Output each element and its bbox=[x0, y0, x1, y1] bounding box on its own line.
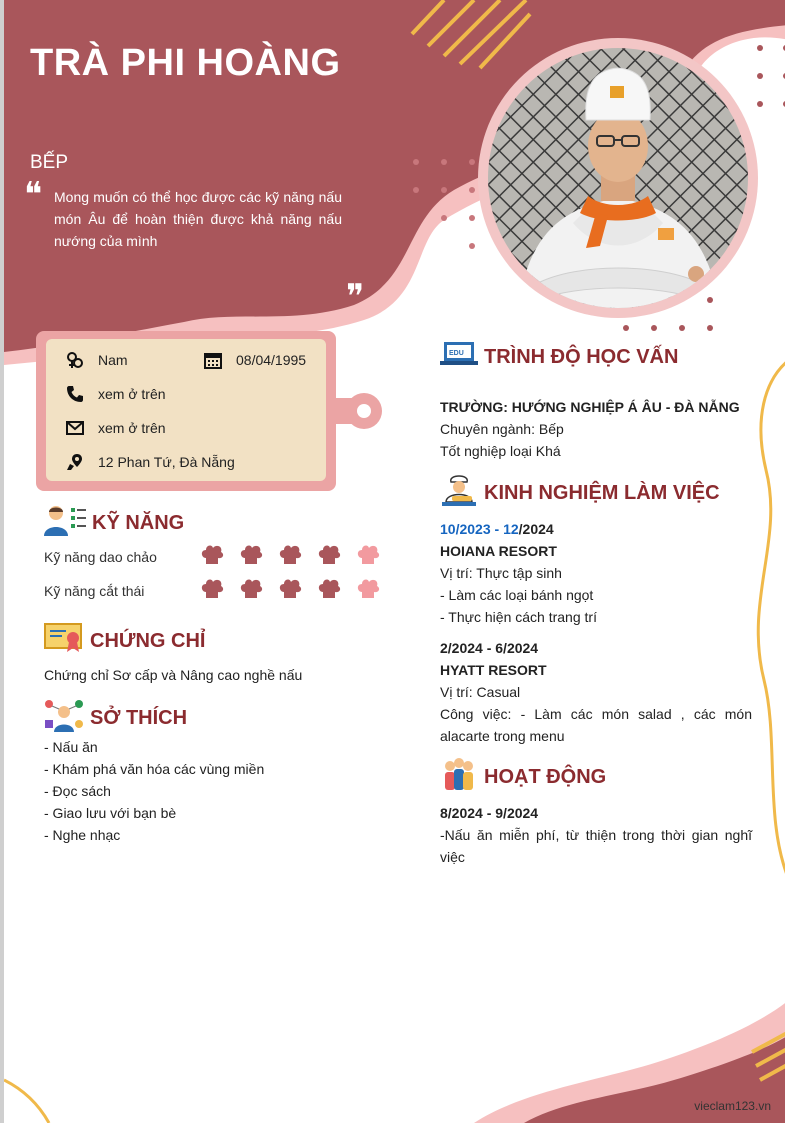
gender-icon bbox=[64, 351, 86, 369]
education-grade: Tốt nghiệp loại Khá bbox=[440, 443, 561, 459]
period-sep: - bbox=[490, 521, 504, 537]
skill-rating bbox=[200, 578, 395, 600]
mail-icon bbox=[64, 419, 86, 437]
hobby-item: - Khám phá văn hóa các vùng miền bbox=[44, 761, 265, 777]
certificates-title: CHỨNG CHỈ bbox=[90, 629, 206, 652]
phone-icon bbox=[64, 385, 86, 403]
job-entry bbox=[440, 518, 752, 628]
rating-dot-empty bbox=[356, 578, 380, 600]
education-icon bbox=[440, 340, 478, 374]
birthday-row bbox=[202, 351, 306, 369]
hobbies-title: SỞ THÍCH bbox=[90, 706, 188, 729]
address-row bbox=[64, 453, 235, 471]
calendar-icon bbox=[202, 351, 224, 369]
svg-text:EDU: EDU bbox=[449, 350, 464, 357]
rating-dot-filled bbox=[200, 578, 224, 600]
activities-title: HOẠT ĐỘNG bbox=[484, 765, 607, 788]
rating-dot-filled bbox=[317, 578, 341, 600]
education-title: TRÌNH ĐỘ HỌC VẤN bbox=[484, 345, 679, 368]
experience-title: KINH NGHIỆM LÀM VIỆC bbox=[484, 481, 720, 504]
hobby-list bbox=[44, 736, 264, 846]
education-block bbox=[440, 396, 752, 462]
period-start: 10/2023 bbox=[440, 521, 491, 537]
phone-value: xem ở trên bbox=[98, 386, 166, 402]
email-value: xem ở trên bbox=[98, 420, 166, 436]
activity-entry bbox=[440, 802, 752, 868]
rating-dot-filled bbox=[239, 578, 263, 600]
activity-icon bbox=[440, 756, 478, 798]
skills-icon bbox=[44, 504, 86, 542]
job-detail: Công việc: - Làm các món salad , các món alacarte trong menu bbox=[440, 706, 752, 744]
job-detail: - Thực hiện cách trang trí bbox=[440, 609, 597, 625]
certificate-icon bbox=[44, 622, 84, 660]
hobby-item: - Đọc sách bbox=[44, 783, 111, 799]
gender-row bbox=[64, 351, 128, 369]
activity-period: 8/2024 - 9/2024 bbox=[440, 805, 539, 821]
job-entry bbox=[440, 637, 752, 747]
avatar bbox=[488, 48, 748, 308]
hobby-item: - Giao lưu với bạn bè bbox=[44, 805, 177, 821]
hobby-item: - Nghe nhạc bbox=[44, 827, 121, 843]
birthday-value: 08/04/1995 bbox=[236, 352, 307, 368]
chef-icon bbox=[440, 472, 478, 514]
candidate-name: TRÀ PHI HOÀNG bbox=[30, 42, 341, 84]
job-period: 2/2024 - 6/2024 bbox=[440, 640, 539, 656]
period-end-year: /2024 bbox=[518, 521, 554, 537]
rating-dot-filled bbox=[278, 578, 302, 600]
email-row bbox=[64, 419, 166, 437]
skill-label: Kỹ năng cắt thái bbox=[44, 583, 145, 599]
gender-value: Nam bbox=[98, 352, 128, 368]
location-icon bbox=[64, 453, 86, 471]
rating-dot-filled bbox=[317, 544, 341, 566]
job-position: Vị trí: Thực tập sinh bbox=[440, 565, 562, 581]
rating-dot-empty bbox=[356, 544, 380, 566]
address-value: 12 Phan Tứ, Đà Nẵng bbox=[98, 454, 235, 470]
rating-dot-filled bbox=[278, 544, 302, 566]
certificates-heading bbox=[44, 622, 205, 660]
company-name: HOIANA RESORT bbox=[440, 543, 557, 559]
experience-heading bbox=[440, 472, 720, 514]
hobbies-heading bbox=[44, 698, 187, 738]
personal-info-panel bbox=[46, 339, 326, 481]
skill-label: Kỹ năng dao chảo bbox=[44, 549, 157, 565]
job-period bbox=[440, 518, 752, 540]
skills-title: KỸ NĂNG bbox=[92, 511, 185, 534]
company-name: HYATT RESORT bbox=[440, 662, 547, 678]
activity-text: -Nấu ăn miễn phí, từ thiện trong thời gian nghĩ việc bbox=[440, 827, 752, 865]
footer-brand: vieclam123.vn bbox=[694, 1099, 771, 1113]
quote-close-icon: ❞ bbox=[346, 277, 365, 317]
job-detail: - Làm các loại bánh ngọt bbox=[440, 587, 594, 603]
period-end-month: 12 bbox=[503, 521, 519, 537]
activities-heading bbox=[440, 756, 606, 798]
rating-dot-filled bbox=[200, 544, 224, 566]
hobby-icon bbox=[44, 698, 84, 738]
skills-heading bbox=[44, 504, 184, 542]
job-title: BẾP bbox=[30, 152, 69, 173]
hobby-item: - Nấu ăn bbox=[44, 739, 98, 755]
certificate-text: Chứng chỉ Sơ cấp và Nâng cao nghề nấu bbox=[44, 667, 303, 683]
career-objective: Mong muốn có thể học được các kỹ năng nấu món Âu để hoàn thiện được khả năng nấu nướng của mình bbox=[54, 189, 342, 249]
education-major: Chuyên ngành: Bếp bbox=[440, 421, 564, 437]
quote-open-icon: ❝ bbox=[24, 175, 43, 215]
rating-dot-filled bbox=[239, 544, 263, 566]
school-name: TRƯỜNG: HƯỚNG NGHIỆP Á ÂU - ĐÀ NẴNG bbox=[440, 399, 740, 415]
phone-row bbox=[64, 385, 166, 403]
education-heading bbox=[440, 340, 678, 374]
skill-rating bbox=[200, 544, 395, 566]
job-position: Vị trí: Casual bbox=[440, 684, 521, 700]
